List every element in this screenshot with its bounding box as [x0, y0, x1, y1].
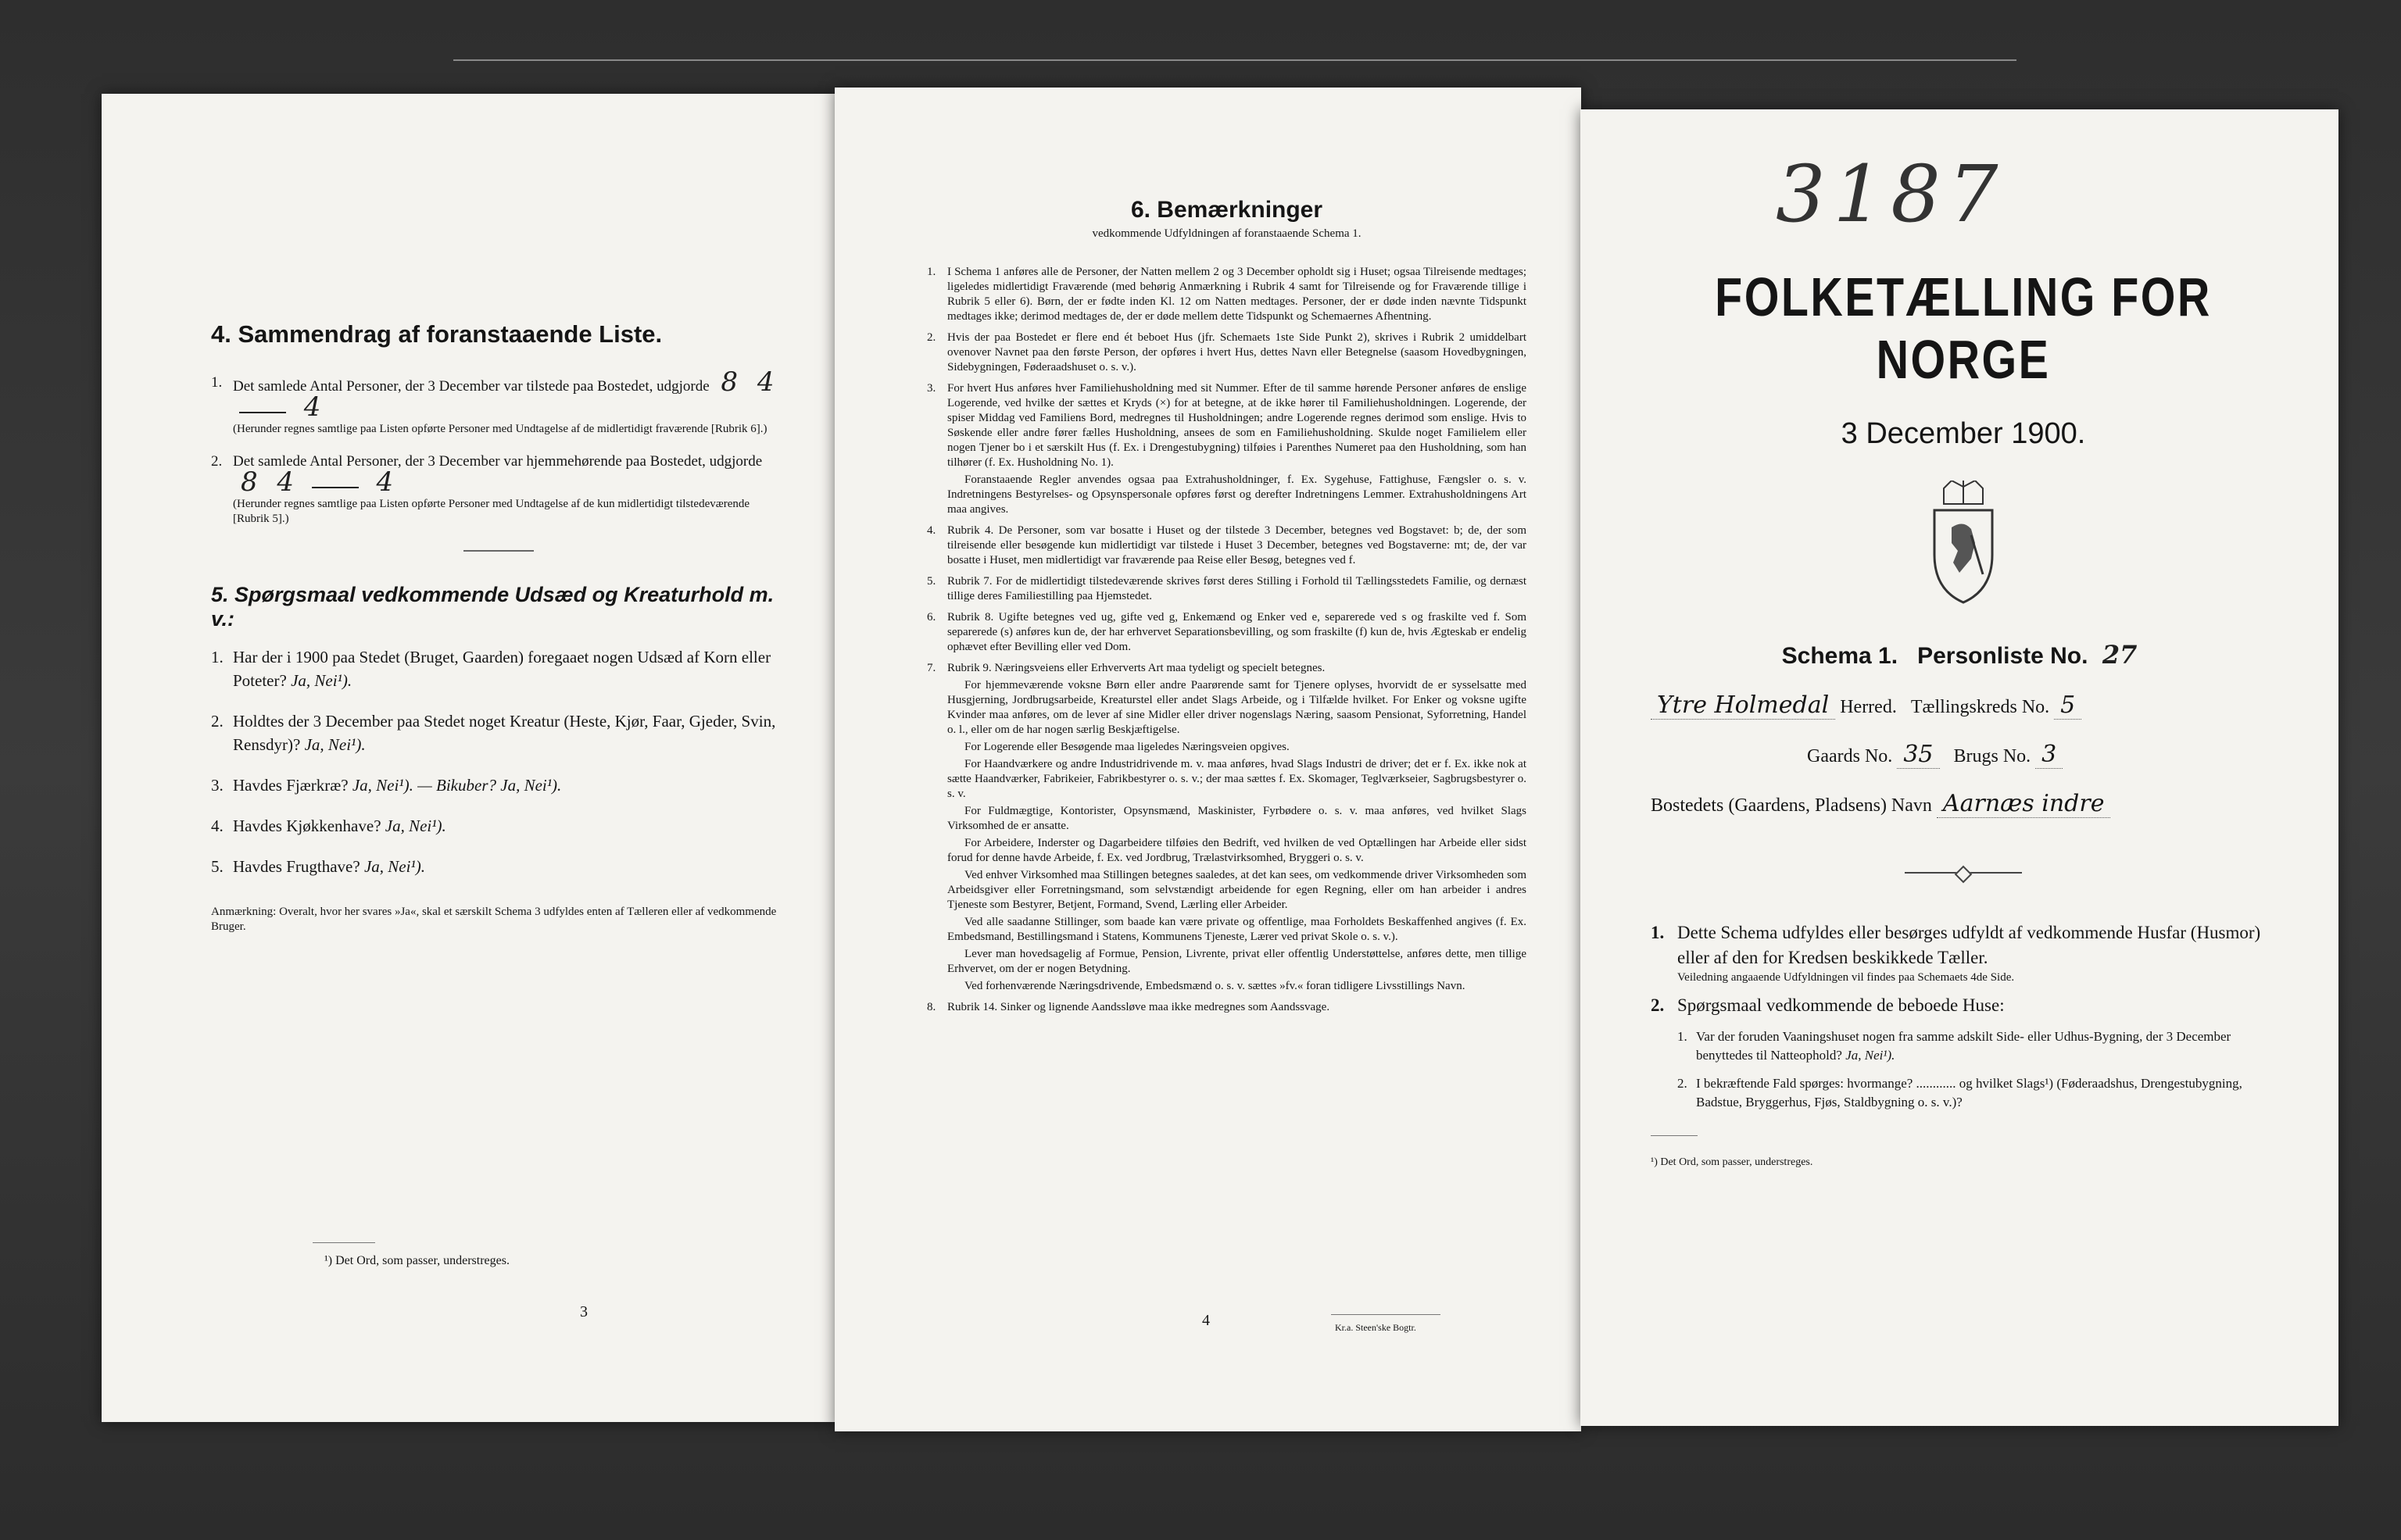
handwritten-dash	[312, 487, 359, 488]
question-text: I bekræftende Fald spørges: hvormange? ............ og hvilket Slags¹) (Føderaadshus, Drengestubygning, Badstue, Bryggerhus, Fjøs, Staldbygning o. s. v.)?	[1696, 1076, 2242, 1109]
kreds-label: Tællingskreds No.	[1910, 697, 2050, 717]
question-answer: Ja, Nei¹).	[304, 735, 366, 754]
bosted-label: Bostedets (Gaardens, Pladsens) Navn	[1651, 795, 1932, 816]
remark-paragraph: Ved forhenværende Næringsdrivende, Embedsmænd o. s. v. sættes »fv.« foran tidligere Livsstillings Navn.	[964, 980, 1465, 992]
section4-title: 4. Sammendrag af foranstaaende Liste.	[211, 320, 663, 348]
item-text: Det samlede Antal Personer, der 3 December var tilstede paa Bostedet, udgjorde	[233, 378, 710, 395]
section5-questions	[211, 645, 786, 878]
instruction-item	[1651, 993, 2276, 1018]
remark-note: Anmærkning: Overalt, hvor her svares »Ja«, skal et særskilt Schema 3 udfyldes enten af Tælleren eller af vedkommende Bruger.	[211, 906, 777, 933]
herred-label: Herred.	[1840, 697, 1897, 717]
page-middle	[835, 88, 1581, 1431]
remark-paragraph: For Logerende eller Besøgende maa ligeledes Næringsveien opgives.	[964, 741, 1290, 753]
printer-mark: Kr.a. Steen'ske Bogtr.	[1335, 1322, 1416, 1333]
instruction-subnote: Veiledning angaaende Udfyldningen vil findes paa Schemaets 4de Side.	[1677, 971, 2015, 984]
kreds-value: 5	[2054, 691, 2081, 720]
handwritten-total-resident: 8	[241, 466, 258, 498]
question-item	[211, 774, 786, 797]
item-number: 2.	[211, 453, 223, 470]
page-number: 4	[1202, 1312, 1210, 1329]
remark-paragraph: Rubrik 8. Ugifte betegnes ved ug, gifte ved g, Enkemænd og Enker ved e, separerede ved s og fraskilte ved f. Som separerede (s) anføres kun de, der har erhvervet Separationsbevilling, og som fraskilte (f) kun de, hvis Ægteskab er endelig ophævet efter Bevilling eller ved Dom.	[947, 611, 1526, 653]
remark-paragraph: For Haandværkere og andre Industridrivende m. v. maa anføres, hvad Slags Industri de driver; det er f. Ex. ikke nok at sætte Haandværker, Fabrikeier, Fabrikbestyrer o. s. v.; der maa sættes f. Ex. Skomager, Teglværkseier, Sagbrugsbestyrer o. s. v.	[947, 758, 1526, 800]
remark-paragraph: For hjemmeværende voksne Børn eller andre Paarørende samt for Tjenere oplyses, hvorvidt de er sysselsatte med Husgjerning, Jordbrugsarbeide, Kreaturstel eller andet Slags Arbeide, og i Tilfælde hvilket. For Enker og voksne ugifte Kvinder maa anføres, om de lever af sine Midler eller driver nogenslags Næring, saasom Pensionat, Syforretning, Handel o. l., eller om de har nogen særlig Beskjæftigelse.	[947, 679, 1526, 736]
remark-paragraph: Rubrik 4. De Personer, som var bosatte i Huset og der tilstede 3 December, betegnes ved Bogstavet: b; de, der som tilreisende eller besøgende kun midlertidigt var tilstede i Huset 3 December, betegnes ved Bogstaverne: mt; de, der var bosatte i Huset, men midlertidigt var fraværende paa Reise eller Besøg, betegnes ved f.	[947, 524, 1526, 566]
handwritten-value: 4	[277, 466, 295, 498]
footnote-rule	[313, 1242, 375, 1243]
instruction-number: 1.	[1651, 923, 1665, 942]
instruction-number: 2.	[1651, 995, 1665, 1015]
remark-number: 1.	[927, 266, 936, 278]
page-left	[102, 94, 836, 1422]
handwritten-value: 4	[376, 466, 394, 498]
question-number: 2.	[1677, 1076, 1687, 1091]
question-number: 3.	[211, 776, 224, 795]
remark-paragraph: I Schema 1 anføres alle de Personer, der Natten mellem 2 og 3 December opholdt sig i Huset; ogsaa Tilreisende medtages; ligeledes midlertidigt Fraværende (med behørig Anmærkning i Rubrik 4 samt for Tilreisende og for Fraværende tillige i Rubrik 5 eller 6). Børn, der er fødte inden Kl. 12 om Natten medtages. Personer, der er døde inden nævnte Tidspunkt medtages ikke; derimod medtages de, der er døde mellem dette Tidspunkt og Schemaernes Afhentning.	[947, 266, 1526, 323]
question-item	[211, 645, 786, 692]
gaards-value: 35	[1897, 741, 1939, 769]
footnote: ¹) Det Ord, som passer, understreges.	[324, 1254, 510, 1267]
remark-item	[927, 610, 1526, 657]
remark-paragraph: Ved alle saadanne Stillinger, som baade kan være private og offentlige, maa Forholdets Beskaffenhed angives (f. Ex. Embedsmand, Bestillingsmand i Statens, Kommunens Tjeneste, Lærer ved privat Skole o. s. v.).	[947, 916, 1526, 943]
question-number: 1.	[211, 648, 224, 666]
question-item	[211, 855, 786, 878]
summary-item-2	[211, 451, 786, 527]
remark-paragraph: Rubrik 14. Sinker og lignende Aandssløve maa ikke medregnes som Aandssvage.	[947, 1001, 1330, 1013]
instruction-text: Dette Schema udfyldes eller besørges udfyldt af vedkommende Husfar (Husmor) eller af den for Kredsen beskikkede Tæller.	[1677, 923, 2261, 967]
page-right	[1580, 109, 2338, 1426]
handwritten-total-present: 8	[721, 366, 739, 398]
handwritten-archive-number: 3187	[1776, 148, 2006, 240]
question-answer: Ja, Nei¹).	[1845, 1048, 1895, 1063]
remarks-title: 6. Bemærkninger	[1130, 197, 1323, 223]
remark-item	[927, 574, 1526, 606]
census-date: 3 December 1900.	[1841, 417, 2086, 450]
remark-number: 2.	[927, 331, 936, 344]
question-answer: Ja, Nei¹). — Bikuber? Ja, Nei¹).	[352, 776, 562, 795]
ornament-divider	[1905, 872, 2022, 874]
question-number: 1.	[1677, 1029, 1687, 1044]
remark-number: 7.	[927, 662, 936, 674]
remarks-subtitle: vedkommende Udfyldningen af foranstaaende Schema 1.	[1092, 227, 1362, 240]
question-item	[211, 814, 786, 838]
question-text: Havdes Frugthave?	[233, 857, 360, 876]
personliste-label: Personliste No.	[1917, 643, 2088, 669]
item-number: 1.	[211, 374, 223, 391]
remark-paragraph: Rubrik 7. For de midlertidigt tilstedeværende skrives først deres Stilling i Forhold til Tællingsstedets Familie, og dernæst tillige deres Familiestilling paa Hjemstedet.	[947, 575, 1526, 602]
handwritten-value: 4	[757, 366, 775, 398]
item-note: (Herunder regnes samtlige paa Listen opførte Personer med Undtagelse af de midlertidigt fraværende [Rubrik 6].)	[233, 423, 768, 435]
remark-number: 8.	[927, 1001, 936, 1013]
bosted-value: Aarnæs indre	[1937, 790, 2111, 818]
bosted-field	[1651, 790, 2276, 817]
question-answer: Ja, Nei¹).	[363, 857, 425, 876]
instruction-text: Spørgsmaal vedkommende de beboede Huse:	[1677, 995, 2005, 1015]
summary-item-1	[211, 366, 786, 437]
remark-item	[927, 1000, 1526, 1017]
handwritten-dash	[239, 412, 286, 413]
remark-paragraph: For hvert Hus anføres hver Familiehusholdning med sit Nummer. Efter de til samme hørende Personer anføres de enslige Logerende, ved hvilke der sættes et Kryds (×) for at betegne, at de ikke hører til Familiehusholdningen. Logerende, der spiser Middag ved Familiens Bord, medregnes til Husholdningen; andre Logerende regnes derimod som enslige. Hvis to Søskende eller andre fører fælles Husholdning, ansees de som en Familiehusholdning. Skulde noget Familielem eller nogen Tjener bo i et særskilt Hus (f. Ex. i Drengestubygning) tilføies i Parenthes Numeret paa den Husholdning, som han tilhører (f. Ex. Husholdning No. 1).	[947, 382, 1526, 469]
handwritten-value: 4	[303, 391, 321, 423]
item-text: Det samlede Antal Personer, der 3 December var hjemmehørende paa Bostedet, udgjorde	[233, 453, 763, 470]
question-item	[211, 709, 786, 756]
question-text: Havdes Fjærkræ?	[233, 776, 349, 795]
remark-item	[927, 661, 1526, 996]
remark-number: 3.	[927, 382, 936, 395]
remark-item	[927, 381, 1526, 520]
remark-paragraph: Ved enhver Virksomhed maa Stillingen betegnes saaledes, at det kan sees, om vedkommende driver Virksomheden som Arbeidsgiver eller Forretningsmand, som selvstændigt arbeidende for egen Regning, eller om han arbeider i andres Tjeneste som Bestyrer, Betjent, Formand, Svend, Lærling eller Arbeider.	[947, 869, 1526, 911]
remark-paragraph: Lever man hovedsagelig af Formue, Pension, Livrente, privat eller offentlig Understøttelse, anføres dette, men tillige Erhvervet, om der er nogen Betydning.	[947, 948, 1526, 975]
remark-number: 4.	[927, 524, 936, 537]
gaards-field	[1807, 741, 2276, 768]
brugs-value: 3	[2035, 741, 2063, 769]
herred-field	[1651, 691, 2276, 719]
question-text: Var der foruden Vaaningshuset nogen fra samme adskilt Side- eller Udhus-Bygning, der 3 December benyttedes til Natteophold?	[1696, 1029, 2231, 1063]
question-number: 4.	[211, 816, 224, 835]
coat-of-arms-icon	[1928, 481, 1998, 606]
question-number: 5.	[211, 857, 224, 876]
remark-number: 6.	[927, 611, 936, 624]
question-answer: Ja, Nei¹).	[291, 671, 352, 690]
section5-title: 5. Spørgsmaal vedkommende Udsæd og Kreaturhold m. v.:	[211, 583, 775, 631]
brugs-label: Brugs No.	[1953, 746, 2031, 766]
remark-item	[927, 523, 1526, 570]
personliste-number: 27	[2102, 640, 2138, 670]
remark-paragraph: Rubrik 9. Næringsveiens eller Erhververts Art maa tydeligt og specielt betegnes.	[947, 662, 1326, 674]
footnote: ¹) Det Ord, som passer, understreges.	[1651, 1156, 1813, 1168]
instruction-item	[1651, 920, 2276, 985]
footnote-rule	[1651, 1135, 1698, 1136]
remark-paragraph: For Fuldmægtige, Kontorister, Opsynsmænd, Maskinister, Fyrbødere o. s. v. maa anføres, ved hvilket Slags Virksomhed de er ansatte.	[947, 805, 1526, 832]
remark-paragraph: Hvis der paa Bostedet er flere end ét beboet Hus (jfr. Schemaets 1ste Side Punkt 2), skrives i Rubrik 2 umiddelbart ovenover Navnet paa den første Person, der opføres i hvert Hus, dettes Navn eller Betegnelse (saasom Hovedbygningen, Sidebygningen, Føderaadshuset o. s. v.).	[947, 331, 1526, 373]
question-text: Holdtes der 3 December paa Stedet noget Kreatur (Heste, Kjør, Faar, Gjeder, Svin, Rensdyr)?	[233, 712, 776, 754]
schema-line	[1651, 640, 2276, 670]
question-text: Har der i 1900 paa Stedet (Bruget, Gaarden) foregaaet nogen Udsæd af Korn eller Poteter?	[233, 648, 771, 690]
printer-rule	[1331, 1314, 1440, 1315]
schema-label: Schema 1.	[1781, 643, 1898, 669]
gaards-label: Gaards No.	[1807, 746, 1893, 766]
form-title: FOLKETÆLLING FOR NORGE	[1715, 266, 2212, 390]
remark-paragraph: Foranstaaende Regler anvendes ogsaa paa Extrahusholdninger, f. Ex. Sygehuse, Fattighuse, Fængsler o. s. v. Indretningens Bestyrelses- og Opsynspersonale opføres først og derefter Indretningens Lemmer. Extrahusholdningens Art maa angives.	[947, 473, 1526, 516]
item-note: (Herunder regnes samtlige paa Listen opførte Personer med Undtagelse af de kun midlertidigt tilstedeværende [Rubrik 5].)	[233, 498, 750, 525]
herred-value: Ytre Holmedal	[1651, 691, 1835, 720]
question-number: 2.	[211, 712, 224, 731]
remarks-list	[927, 265, 1526, 1017]
remark-item	[927, 265, 1526, 327]
divider	[463, 550, 534, 552]
question-answer: Ja, Nei¹).	[385, 816, 446, 835]
house-question	[1677, 1027, 2276, 1065]
scan-edge-rule	[453, 59, 2016, 61]
house-question	[1677, 1074, 2276, 1112]
remark-item	[927, 331, 1526, 377]
remark-number: 5.	[927, 575, 936, 588]
question-text: Havdes Kjøkkenhave?	[233, 816, 381, 835]
remark-paragraph: For Arbeidere, Inderster og Dagarbeidere tilføies den Bedrift, ved hvilken de ved Optællingen har Arbeide eller sidst forud for denne havde Arbeide, f. Ex. ved Jordbrug, Trælastvirksomhed, Bryggeri o. s. v.	[947, 837, 1526, 864]
page-number: 3	[580, 1303, 588, 1320]
